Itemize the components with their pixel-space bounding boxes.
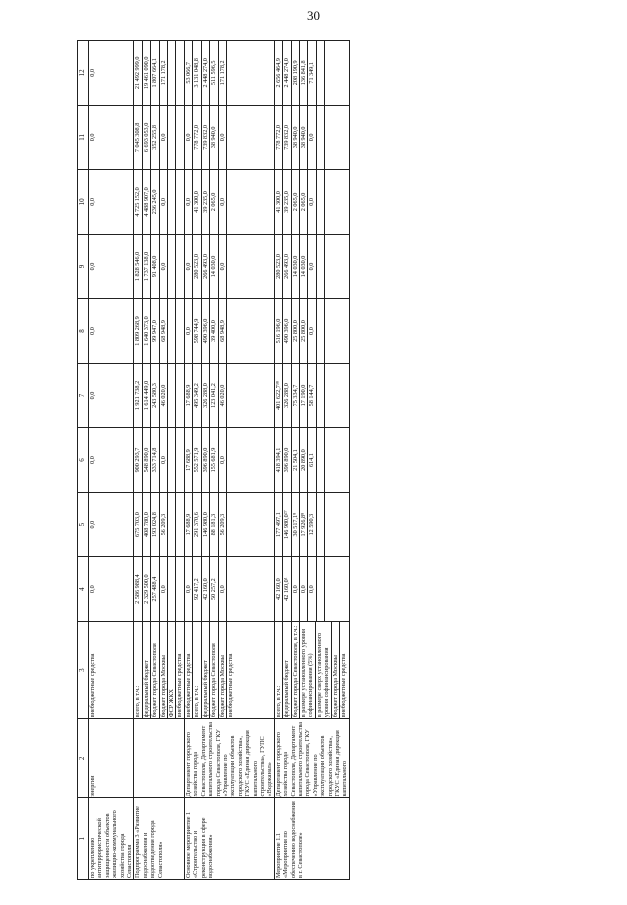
value-cell-col8 bbox=[134, 299, 184, 364]
funding-source: бюджет города Севастополя, в т.ч.: bbox=[291, 622, 299, 718]
row-title: Подпрограмма 3 «Развитие водоснабжения и водоотведения города Севастополя» bbox=[134, 798, 184, 880]
value-cell-col10 bbox=[89, 170, 134, 235]
value: 396 890,0 bbox=[282, 428, 290, 492]
value: 20 890,0 bbox=[299, 428, 307, 492]
value: 0,0 bbox=[299, 557, 307, 621]
value: 50 257,2 bbox=[209, 557, 217, 621]
value: 2 586 988,4 bbox=[134, 574, 142, 604]
value bbox=[316, 557, 324, 621]
value-cell-col12 bbox=[89, 41, 134, 106]
value-cell-col12 bbox=[184, 41, 274, 106]
value: 38 940,0 bbox=[299, 106, 307, 170]
value: 516 196,0 bbox=[274, 318, 282, 344]
column-header-9: 9 bbox=[78, 234, 89, 299]
funding-source: всего, в т.ч.: bbox=[192, 622, 200, 718]
value-cell-col12 bbox=[274, 41, 349, 106]
value: 0,0 bbox=[89, 327, 96, 335]
column-header-10: 10 bbox=[78, 170, 89, 235]
value: 4 488 907,0 bbox=[142, 170, 150, 234]
column-header-6: 6 bbox=[78, 428, 89, 493]
value: 7 045 308,8 bbox=[134, 122, 142, 153]
value bbox=[175, 170, 183, 234]
budget-table bbox=[77, 40, 350, 880]
responsible-executor: Департамент городского хозяйства города Севастополя, Департамент капитального строительства города Севастополя, ГКУ «Управление по эксплуатации объектов городского хозяйства», ГКУС «Единая дирекция капитального bbox=[274, 719, 349, 798]
value-cell-col4 bbox=[274, 557, 349, 622]
value: 42 160,0 bbox=[201, 557, 209, 621]
value: 0,0 bbox=[89, 262, 96, 271]
value: 71 349,1 bbox=[307, 41, 315, 105]
value: 14 030,0 bbox=[299, 235, 307, 299]
value: 0,0 bbox=[184, 327, 192, 335]
responsible-executor bbox=[134, 719, 184, 798]
value: 0,0 bbox=[184, 262, 192, 271]
value: 6 693 053,0 bbox=[142, 106, 150, 170]
value: 39 235,0 bbox=[201, 170, 209, 234]
value: 1 807 664,1 bbox=[150, 41, 158, 105]
value: 2 448 274,0 bbox=[282, 41, 290, 105]
funding-source: в размере сверх установленного уровня софинансирования bbox=[315, 622, 331, 718]
value: 25 800,0 bbox=[299, 299, 307, 363]
funding-source: федеральный бюджет bbox=[142, 622, 150, 718]
value bbox=[167, 41, 175, 105]
value: 30 517,1⁸ bbox=[291, 493, 299, 557]
value-cell-col5 bbox=[274, 492, 349, 557]
value-cell-col11 bbox=[89, 105, 134, 170]
value-cell-col4 bbox=[89, 557, 134, 622]
value bbox=[226, 364, 234, 428]
value: 1 921 738,2 bbox=[134, 380, 142, 411]
value: 0,0 bbox=[89, 520, 96, 529]
value bbox=[316, 41, 324, 105]
value: 123 041,2 bbox=[209, 364, 217, 428]
value bbox=[226, 299, 234, 363]
value: 2 065,0 bbox=[299, 170, 307, 234]
value: 490 396,0 bbox=[201, 299, 209, 363]
value: 0,0 bbox=[218, 428, 226, 492]
value: 193 024,8 bbox=[150, 493, 158, 557]
page-number: 30 bbox=[307, 8, 320, 23]
funding-source: бюджет города Севастополя bbox=[150, 622, 158, 718]
funding-source: внебюджетные средства bbox=[226, 622, 234, 718]
value bbox=[324, 557, 332, 621]
value: 1 614 449,0 bbox=[142, 364, 150, 428]
value bbox=[324, 299, 332, 363]
value: 46 020,0 bbox=[159, 364, 167, 428]
value bbox=[316, 106, 324, 170]
value bbox=[226, 235, 234, 299]
value bbox=[175, 106, 183, 170]
table-row bbox=[134, 41, 184, 880]
value: 401 622,7³⁸ bbox=[274, 381, 282, 410]
value bbox=[167, 364, 175, 428]
value bbox=[167, 493, 175, 557]
value-cell-col5 bbox=[89, 492, 134, 557]
value-cell-col7 bbox=[89, 363, 134, 428]
value bbox=[175, 493, 183, 557]
value: 0,0 bbox=[307, 235, 315, 299]
value bbox=[226, 557, 234, 621]
value-cell-col11 bbox=[274, 105, 349, 170]
value: 171 178,2 bbox=[218, 41, 226, 105]
value: 56 209,3 bbox=[218, 493, 226, 557]
value: 0,0 bbox=[159, 557, 167, 621]
value: 171 178,2 bbox=[159, 41, 167, 105]
value bbox=[324, 41, 332, 105]
value: 91 408,0 bbox=[150, 235, 158, 299]
value: 0,0 bbox=[159, 106, 167, 170]
value bbox=[316, 364, 324, 428]
value-cell-col10 bbox=[184, 170, 274, 235]
value: 0,0 bbox=[89, 585, 96, 593]
value: 0,0 bbox=[159, 170, 167, 234]
value: 0,0 bbox=[218, 106, 226, 170]
value: 1 640 373,0 bbox=[142, 299, 150, 363]
value-cell-col9 bbox=[274, 234, 349, 299]
funding-sources bbox=[89, 621, 134, 718]
value: 42 160,0 bbox=[274, 578, 282, 600]
value: 0,0 bbox=[89, 456, 96, 464]
value: 739 832,0 bbox=[201, 106, 209, 170]
value: 208 190,9 bbox=[291, 41, 299, 105]
table-row bbox=[274, 41, 349, 880]
value bbox=[316, 428, 324, 492]
responsible-executor: энергии bbox=[89, 719, 134, 798]
value: 68 948,9 bbox=[159, 299, 167, 363]
value-cell-col9 bbox=[89, 234, 134, 299]
value bbox=[316, 235, 324, 299]
value bbox=[324, 428, 332, 492]
value: 39 400,0 bbox=[209, 299, 217, 363]
value bbox=[167, 557, 175, 621]
value: 68 948,9 bbox=[218, 299, 226, 363]
value-cell-col9 bbox=[134, 234, 184, 299]
funding-sources bbox=[134, 621, 184, 718]
row-title: по укреплению антитеррористической защищенности объектов жилищно-коммунального хозяйства города Севастополя bbox=[89, 798, 134, 880]
value-cell-col8 bbox=[89, 299, 134, 364]
value bbox=[324, 170, 332, 234]
value: 333 714,8 bbox=[150, 428, 158, 492]
value: 326 288,0 bbox=[201, 364, 209, 428]
value bbox=[324, 493, 332, 557]
value: 1 737 138,0 bbox=[142, 235, 150, 299]
value: 21 492 999,0 bbox=[134, 56, 142, 90]
value: 0,0 bbox=[218, 235, 226, 299]
value: 19 461 090,0 bbox=[142, 41, 150, 105]
value: 396 890,0 bbox=[201, 428, 209, 492]
value: 0,0 bbox=[291, 557, 299, 621]
funding-source: внебюджетные средства bbox=[89, 653, 96, 718]
value-cell-col6 bbox=[89, 428, 134, 493]
value: 155 681,9 bbox=[209, 428, 217, 492]
value: 17 688,9 bbox=[184, 513, 192, 536]
value: 2 448 274,0 bbox=[201, 41, 209, 105]
funding-source: внебюджетные средства bbox=[175, 622, 183, 718]
value: 46 020,0 bbox=[218, 364, 226, 428]
value-cell-col11 bbox=[184, 105, 274, 170]
value: 0,0 bbox=[159, 235, 167, 299]
value bbox=[316, 493, 324, 557]
value bbox=[316, 299, 324, 363]
value: 53 066,7 bbox=[184, 61, 192, 84]
value: 291 370,6 bbox=[192, 493, 200, 557]
value: 0,0 bbox=[89, 68, 96, 77]
value-cell-col6 bbox=[184, 428, 274, 493]
column-header-7: 7 bbox=[78, 363, 89, 428]
value: 243 580,3 bbox=[150, 364, 158, 428]
value: 495 349,2 bbox=[192, 364, 200, 428]
responsible-executor: Департамент городского хозяйства города Севастополя, Департамент капитального строительства города Севастополя, ГКУ «Управление по эксплуатации объектов городского хозяйства», ГКУС «Единая дирекция капитального строительства», ГУПС «Водоканал» bbox=[184, 719, 274, 798]
value: 0,0 bbox=[218, 557, 226, 621]
value: 25 800,0 bbox=[291, 299, 299, 363]
funding-source: внебюджетные средства bbox=[184, 653, 192, 718]
value: 778 772,0 bbox=[274, 125, 282, 150]
value bbox=[175, 428, 183, 492]
value bbox=[167, 235, 175, 299]
value: 17 688,9 bbox=[184, 384, 192, 407]
value-cell-col4 bbox=[184, 557, 274, 622]
value: 598 744,9 bbox=[192, 299, 200, 363]
value: 266 493,0 bbox=[201, 235, 209, 299]
value-cell-col6 bbox=[134, 428, 184, 493]
value bbox=[167, 106, 175, 170]
rotated-table-container bbox=[77, 40, 617, 880]
value bbox=[175, 364, 183, 428]
value bbox=[226, 170, 234, 234]
value: 42 160,0¹ bbox=[282, 557, 290, 621]
value: 0,0 bbox=[307, 299, 315, 363]
funding-source: федеральный бюджет bbox=[282, 622, 290, 718]
value: 17 688,9 bbox=[184, 449, 192, 471]
value: 0,0 bbox=[89, 198, 96, 206]
value: 99 947,0 bbox=[150, 299, 158, 363]
value: 900 293,7 bbox=[134, 447, 142, 473]
value: 326 288,0 bbox=[282, 364, 290, 428]
value: 88 181,3 bbox=[209, 493, 217, 557]
value: 75 334,7 bbox=[291, 364, 299, 428]
value bbox=[226, 106, 234, 170]
value: 2 656 464,9 bbox=[274, 58, 282, 88]
value: 236 245,0 bbox=[150, 170, 158, 234]
value: 352 255,8 bbox=[150, 106, 158, 170]
value-cell-col5 bbox=[184, 492, 274, 557]
value: 408 780,0 bbox=[142, 493, 150, 557]
column-header-5: 5 bbox=[78, 492, 89, 557]
value: 548 890,0 bbox=[142, 428, 150, 492]
row-title: Основное мероприятие 1 «Строительство и реконструкция в сфере водоснабжения» bbox=[184, 798, 274, 880]
table-row bbox=[184, 41, 274, 880]
value bbox=[175, 299, 183, 363]
column-header-4: 4 bbox=[78, 557, 89, 622]
column-number-row bbox=[78, 41, 89, 880]
value: 1 828 546,0 bbox=[134, 251, 142, 282]
value bbox=[324, 364, 332, 428]
table-row bbox=[89, 41, 134, 880]
value: 418 394,1 bbox=[274, 447, 282, 473]
value-cell-col12 bbox=[134, 41, 184, 106]
value: 0,0 bbox=[184, 198, 192, 206]
value-cell-col5 bbox=[134, 492, 184, 557]
value: 14 030,0 bbox=[291, 235, 299, 299]
value bbox=[226, 428, 234, 492]
value: 552 571,9 bbox=[192, 428, 200, 492]
value: 257 488,4 bbox=[150, 557, 158, 621]
value: 4 725 152,0 bbox=[134, 187, 142, 217]
value: 0,0 bbox=[307, 170, 315, 234]
value-cell-col4 bbox=[134, 557, 184, 622]
row-title: Мероприятие 1.1 «Мероприятия по обеспечению водоснабжения в г. Севастополе» bbox=[274, 798, 349, 880]
funding-source: в размере установленного уровня софинансирования (5%) bbox=[299, 622, 315, 718]
value: 146 980,0 bbox=[201, 493, 209, 557]
value: 17 926,8⁸ bbox=[299, 493, 307, 557]
value: 58 144,7 bbox=[307, 364, 315, 428]
funding-source: ФСР ЖКХ bbox=[167, 622, 175, 718]
funding-source: бюджет города Севастополя bbox=[209, 622, 217, 718]
column-header-3: 3 bbox=[78, 621, 89, 718]
funding-source: внебюджетные средства bbox=[339, 622, 347, 718]
funding-sources bbox=[184, 621, 274, 718]
value bbox=[226, 493, 234, 557]
funding-source: всего, в т.ч.: bbox=[134, 685, 142, 718]
value-cell-col8 bbox=[274, 299, 349, 364]
value-cell-col7 bbox=[184, 363, 274, 428]
value: 41 300,0 bbox=[192, 170, 200, 234]
value: 2 065,0 bbox=[291, 170, 299, 234]
value: 39 235,0 bbox=[282, 170, 290, 234]
column-header-2: 2 bbox=[78, 719, 89, 798]
value: 136 841,8 bbox=[299, 41, 307, 105]
value: 266 493,0 bbox=[282, 235, 290, 299]
value: 2 329 500,0 bbox=[142, 557, 150, 621]
funding-source: бюджет города Москвы bbox=[331, 622, 339, 718]
funding-source: бюджет города Москвы bbox=[218, 622, 226, 718]
value: 0,0 bbox=[307, 106, 315, 170]
value: 146 980,0²⁷ bbox=[282, 493, 290, 557]
column-header-8: 8 bbox=[78, 299, 89, 364]
value-cell-col7 bbox=[274, 363, 349, 428]
column-header-12: 12 bbox=[78, 41, 89, 106]
value bbox=[324, 106, 332, 170]
value bbox=[324, 235, 332, 299]
value: 490 396,0 bbox=[282, 299, 290, 363]
value: 38 940,0 bbox=[209, 106, 217, 170]
value-cell-col11 bbox=[134, 105, 184, 170]
value-cell-col9 bbox=[184, 234, 274, 299]
value: 21 504,1 bbox=[291, 428, 299, 492]
value: 0,0 bbox=[89, 391, 96, 400]
value: 614,1 bbox=[307, 428, 315, 492]
value bbox=[167, 299, 175, 363]
value-cell-col8 bbox=[184, 299, 274, 364]
column-header-1: 1 bbox=[78, 798, 89, 880]
value bbox=[316, 170, 324, 234]
value: 0,0 bbox=[159, 428, 167, 492]
funding-source: федеральный бюджет bbox=[201, 622, 209, 718]
value: 12 590,3 bbox=[307, 493, 315, 557]
funding-source: бюджет города Москвы bbox=[159, 622, 167, 718]
funding-sources bbox=[274, 621, 349, 718]
value: 280 523,0 bbox=[192, 235, 200, 299]
funding-source: всего, в т.ч.: bbox=[274, 685, 282, 718]
value: 14 030,0 bbox=[209, 235, 217, 299]
value: 280 523,0 bbox=[274, 254, 282, 279]
value-cell-col6 bbox=[274, 428, 349, 493]
value: 0,0 bbox=[218, 170, 226, 234]
value-cell-col7 bbox=[134, 363, 184, 428]
value: 41 300,0 bbox=[274, 191, 282, 213]
value: 0,0 bbox=[184, 133, 192, 142]
value: 177 497,1 bbox=[274, 512, 282, 537]
value bbox=[175, 41, 183, 105]
value bbox=[167, 170, 175, 234]
value: 778 772,0 bbox=[192, 106, 200, 170]
value: 56 209,3 bbox=[159, 493, 167, 557]
value bbox=[167, 428, 175, 492]
value: 2 065,0 bbox=[209, 170, 217, 234]
value bbox=[175, 235, 183, 299]
value: 675 703,0 bbox=[134, 512, 142, 537]
value: 17 190,0 bbox=[299, 364, 307, 428]
value-cell-col10 bbox=[134, 170, 184, 235]
value: 38 940,0 bbox=[291, 106, 299, 170]
value: 1 809 268,9 bbox=[134, 316, 142, 346]
value: 739 832,0 bbox=[282, 106, 290, 170]
value: 511 596,5 bbox=[209, 41, 217, 105]
value-cell-col10 bbox=[274, 170, 349, 235]
column-header-11: 11 bbox=[78, 105, 89, 170]
value: 0,0 bbox=[184, 585, 192, 593]
value: 0,0 bbox=[307, 557, 315, 621]
value bbox=[175, 557, 183, 621]
value bbox=[226, 41, 234, 105]
value: 92 417,2 bbox=[192, 557, 200, 621]
value: 3 131 048,8 bbox=[192, 41, 200, 105]
value: 0,0 bbox=[89, 133, 96, 142]
